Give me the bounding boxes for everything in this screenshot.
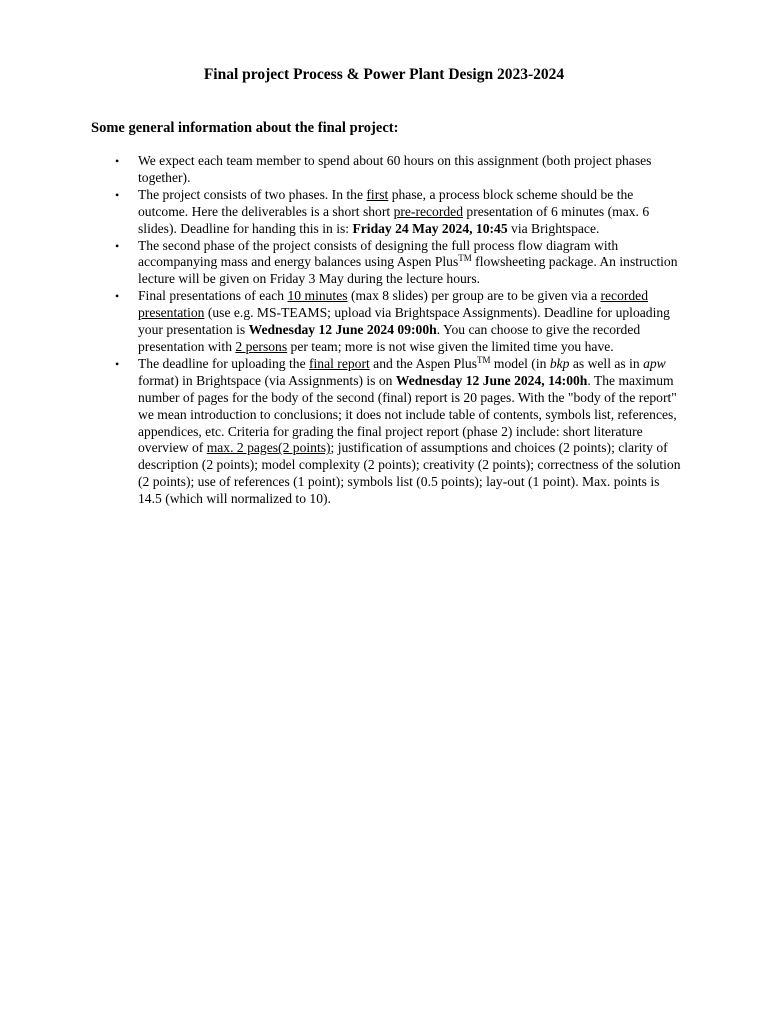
list-item-text: (use e.g. MS-TEAMS; upload via Brightspace Assignments). Deadline for uploading your presentation is	[138, 305, 670, 338]
list-item-text: flowsheeting package. An instruction lecture will be given on Friday 3 May during the lecture hours.	[138, 254, 678, 287]
list-item	[115, 354, 683, 508]
list-item-text: Friday 24 May 2024, 10:45	[352, 220, 508, 236]
bullet-list	[115, 153, 683, 508]
list-item-text: Final presentations of each	[138, 288, 288, 304]
list-item-text: 2 persons	[235, 338, 288, 354]
bullet-icon: •	[115, 187, 120, 202]
list-item-text: format) in Brightspace (via Assignments) is on	[138, 372, 396, 388]
section-heading: Some general information about the final project:	[91, 120, 399, 136]
list-item-text: TM	[477, 354, 491, 365]
list-item-text: The second phase of the project consists of designing the full process flow diagram with accompanying mass and energy balances using Aspen Plus	[138, 237, 619, 270]
list-item-text: as well as in	[569, 355, 644, 371]
bullet-icon: •	[115, 356, 120, 371]
list-item-text: 10 minutes	[287, 288, 348, 304]
list-item-text: recorded presentation	[138, 288, 649, 321]
list-item	[115, 153, 683, 187]
bullet-icon: •	[115, 238, 120, 253]
list-item-text: presentation of 6 minutes (max. 6 slides). Deadline for handing this in is:	[138, 203, 650, 236]
list-item-text: The deadline for uploading the	[138, 355, 309, 371]
list-item	[115, 186, 683, 238]
list-item-text: per team; more is not wise given the limited time you have.	[287, 338, 614, 354]
list-item	[115, 237, 683, 289]
list-item-text: phase, a process block scheme should be the outcome. Here the deliverables is a short short	[138, 186, 634, 219]
list-item-text: TM	[458, 253, 472, 264]
list-item-text: final report	[309, 355, 370, 371]
list-item-text: . The maximum number of pages for the body of the second (final) report is 20 pages. With the "body of the report" we mean introduction to conclusions; it does not include table of contents, symbols list, references, appendices, etc. Criteria for grading the final project report (phase 2) include: short literature overview of	[138, 372, 677, 456]
list-item	[115, 288, 683, 356]
list-item-text: max. 2 pages(2 points)	[206, 440, 331, 456]
list-item-text: via Brightspace.	[507, 220, 600, 236]
list-item-text: . You can choose to give the recorded presentation with	[138, 322, 641, 354]
list-item-text: bkp	[549, 355, 570, 371]
list-item-text: ; justification of assumptions and choices (2 points); clarity of description (2 points); model complexity (2 points); creativity (2 points); correctness of the solution (2 points); use of references (1 point); symbols list (0.5 points); lay-out (1 point). Max. points is 14.5 (which will normalized to 10).	[138, 440, 681, 507]
list-item-text: apw	[643, 355, 666, 371]
list-item-text: Wednesday 12 June 2024 09:00h	[248, 322, 437, 338]
list-item-text: and the Aspen Plus	[369, 355, 478, 371]
list-item-text: We expect each team member to spend about 60 hours on this assignment (both project phases together).	[138, 153, 652, 185]
list-item-text: The project consists of two phases. In the	[138, 186, 367, 202]
list-item-text: first	[366, 186, 389, 202]
document-title: Final project Process & Power Plant Design 2023-2024	[203, 66, 565, 83]
list-item-text: model (in	[490, 355, 550, 371]
list-item-text: Wednesday 12 June 2024, 14:00h	[395, 372, 588, 388]
bullet-icon: •	[115, 289, 120, 304]
bullet-icon: •	[115, 154, 120, 168]
list-item-text: pre-recorded	[393, 203, 463, 219]
list-item-text: (max 8 slides) per group are to be given via a	[347, 288, 601, 304]
